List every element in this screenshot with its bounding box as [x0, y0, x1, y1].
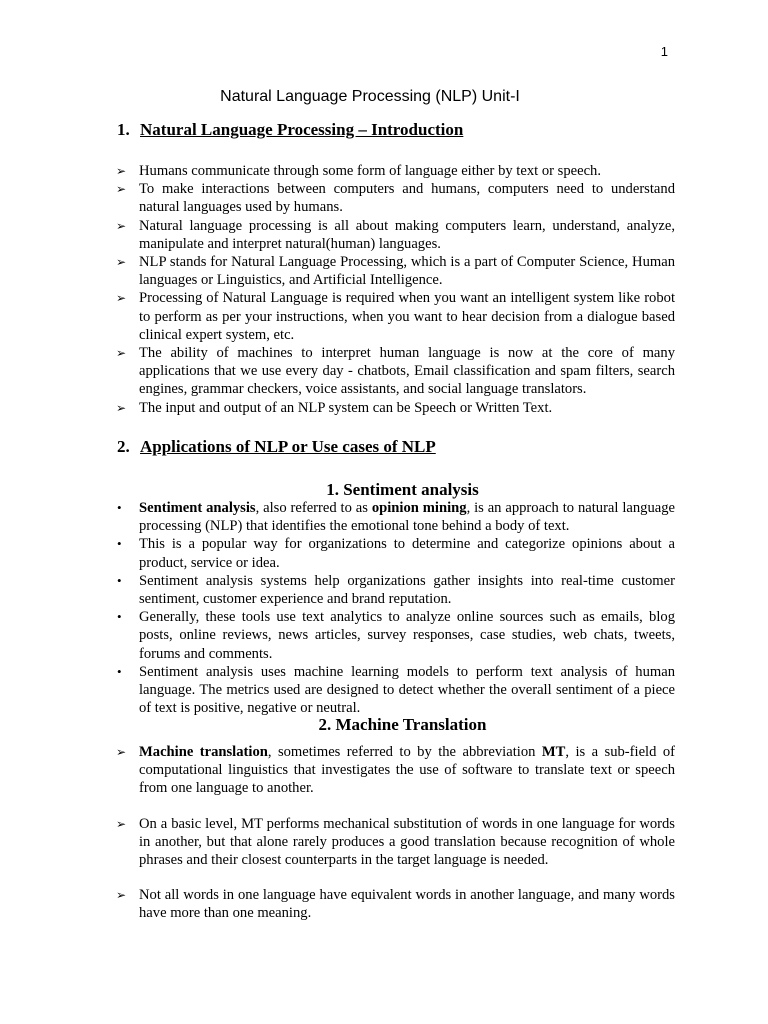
list-item: ➢ The input and output of an NLP system can be Speech or Written Text. — [116, 399, 553, 416]
dot-bullet-icon: • — [117, 572, 122, 588]
list-item: ➢ Humans communicate through some form of language either by text or speech. — [116, 163, 601, 179]
list-item: • Sentiment analysis, also referred to as opinion mining, is an approach to natural language processing (NLP) that identifies the emotional tone behind a body of text. — [117, 500, 676, 535]
document-title: Natural Language Processing (NLP) Unit-I — [220, 88, 520, 105]
list-item: ➢ Processing of Natural Language is required when you want an intelligent system like robot to perform as per your instructions, when you want to hear decision from a dialogue based clinical expert system, etc. — [116, 290, 675, 343]
arrow-bullet-icon: ➢ — [116, 255, 127, 270]
list-item: • Generally, these tools use text analytics to analyze online sources such as emails, blog posts, online reviews, news articles, survey responses, case studies, web chats, tweets, forums and comments. — [117, 609, 675, 662]
section-2-title: Applications of NLP or Use cases of NLP — [140, 437, 436, 456]
arrow-bullet-icon: ➢ — [116, 745, 127, 759]
sentiment-analysis-heading: 1. Sentiment analysis — [326, 480, 479, 499]
list-item: • Sentiment analysis uses machine learning models to perform text analysis of human language. The metrics used are designed to detect whether the overall sentiment of a piece of text is positive, negative or neutral. — [117, 663, 675, 717]
section-1-title: Natural Language Processing – Introduction — [140, 120, 464, 139]
section-1-number: 1. — [117, 120, 130, 139]
section-2-heading — [117, 437, 436, 457]
dot-bullet-icon: • — [117, 609, 122, 625]
machine-translation-heading: 2. Machine Translation — [318, 715, 487, 734]
sentiment-bullet-list — [115, 499, 675, 717]
arrow-bullet-icon: ➢ — [116, 346, 127, 361]
machine-translation-bullet-list — [115, 743, 675, 940]
list-item: ➢ Machine translation, sometimes referred to by the abbreviation MT, is a sub-field of computational linguistics that investigates the use of software to translate text or speech from one language to another. — [116, 744, 675, 797]
arrow-bullet-icon: ➢ — [116, 218, 127, 233]
list-item: ➢ Natural language processing is all about making computers learn, understand, analyze, manipulate and interpret natural(human) languages. — [116, 217, 675, 252]
page-number: 1 — [660, 44, 668, 59]
list-item: ➢ To make interactions between computers and humans, computers need to understand natural languages used by humans. — [116, 181, 675, 216]
list-item: • Sentiment analysis systems help organizations gather insights into real-time customer sentiment, customer experience and brand reputation. — [117, 572, 675, 608]
list-item: ➢ On a basic level, MT performs mechanical substitution of words in one language for words in another, but that alone rarely produces a good translation because recognition of whole phrases and their closest counterparts in the target language is needed. — [116, 815, 675, 869]
list-item: ➢ NLP stands for Natural Language Processing, which is a part of Computer Science, Human languages or Linguistics, and Artificial Intelligence. — [116, 254, 675, 289]
arrow-bullet-icon: ➢ — [116, 400, 127, 415]
list-item: • This is a popular way for organizations to determine and categorize opinions about a product, service or idea. — [117, 536, 675, 571]
dot-bullet-icon: • — [117, 536, 122, 552]
list-item: ➢ The ability of machines to interpret human language is now at the core of many applications that we use every day - chatbots, Email classification and spam filters, search engines, grammar checkers, voice assistants, and social language translators. — [116, 345, 675, 398]
arrow-bullet-icon: ➢ — [116, 291, 127, 306]
arrow-bullet-icon: ➢ — [116, 888, 127, 903]
list-item: ➢ Not all words in one language have equivalent words in another language, and many words have more than one meaning. — [116, 887, 675, 922]
arrow-bullet-icon: ➢ — [116, 816, 127, 831]
arrow-bullet-icon: ➢ — [116, 164, 127, 178]
arrow-bullet-icon: ➢ — [116, 182, 127, 197]
dot-bullet-icon: • — [117, 500, 122, 515]
intro-bullet-list — [115, 162, 675, 417]
section-1-heading — [117, 120, 463, 140]
dot-bullet-icon: • — [117, 663, 122, 679]
section-2-number: 2. — [117, 437, 130, 456]
